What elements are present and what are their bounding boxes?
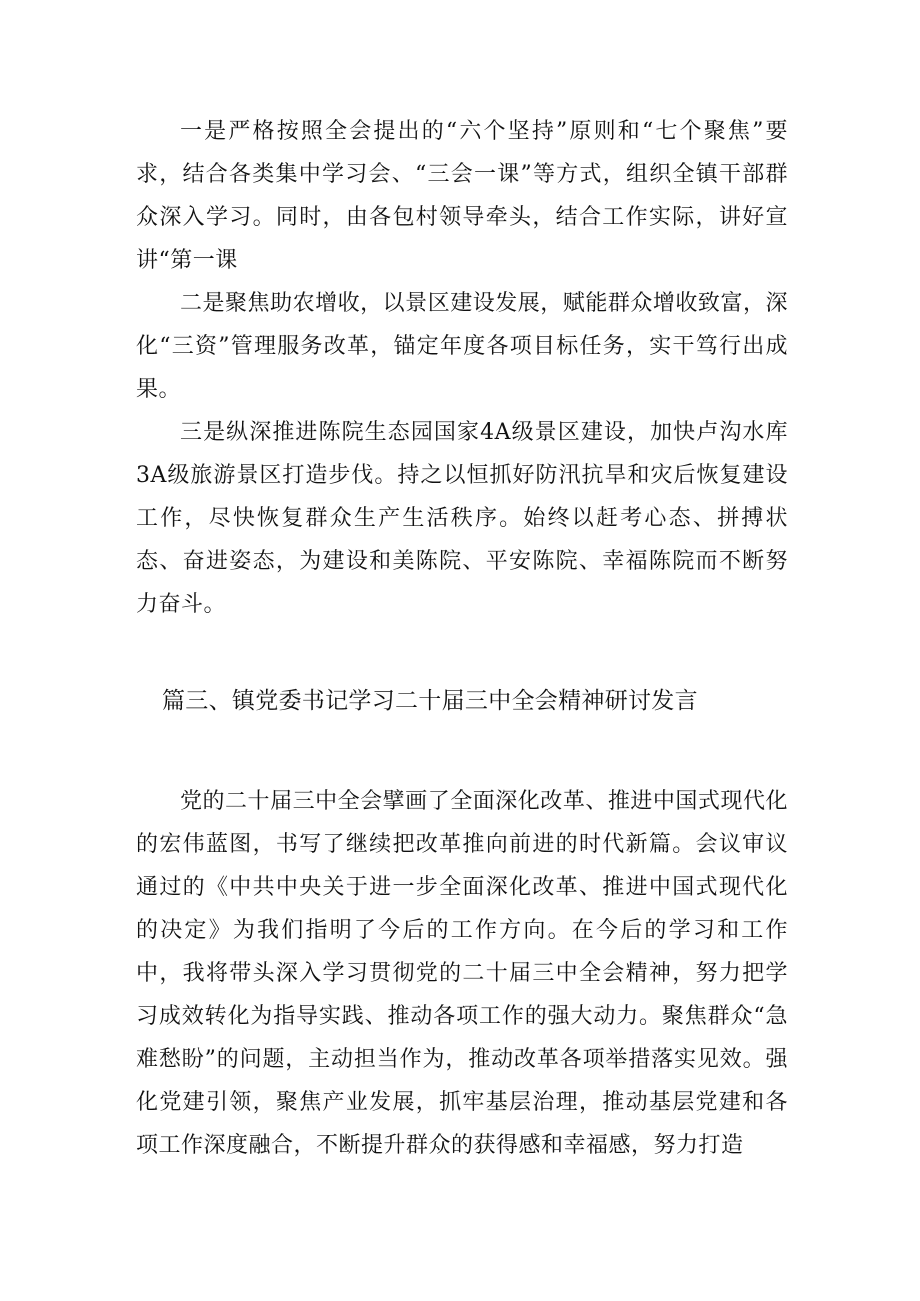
section-heading: 篇三、镇党委书记学习二十届三中全会精神研讨发言 — [162, 688, 698, 714]
paragraph-point-two: 二是聚焦助农增收，以景区建设发展，赋能群众增收致富，深化“三资”管理服务改革，锚定年度各项目标任务，实干笃行出成果。 — [136, 291, 788, 402]
paragraph-point-three: 三是纵深推进陈院生态园国家4A级景区建设，加快卢沟水库3A级旅游景区打造步伐。持之以恒抓好防汛抗旱和灾后恢复建设工作，尽快恢复群众生产生活秩序。始终以赶考心态、拼搏状态、奋进姿态，为建设和美陈院、平安陈院、幸福陈院而不断努力奋斗。 — [136, 420, 788, 617]
section-body-paragraph: 党的二十届三中全会擘画了全面深化改革、推进中国式现代化的宏伟蓝图，书写了继续把改革推向前进的时代新篇。会议审议通过的《中共中央关于进一步全面深化改革、推进中国式现代化的决定》为我们指明了今后的工作方向。在今后的学习和工作中，我将带头深入学习贯彻党的二十届三中全会精神，努力把学习成效转化为指导实践、推动各项工作的强大动力。聚焦群众“急难愁盼”的问题，主动担当作为，推动改革各项举措落实见效。强化党建引领，聚焦产业发展，抓牢基层治理，推动基层党建和各项工作深度融合，不断提升群众的获得感和幸福感，努力打造 — [136, 789, 788, 1158]
paragraph-point-one: 一是严格按照全会提出的“六个坚持”原则和“七个聚焦”要求，结合各类集中学习会、“三会一课”等方式，组织全镇干部群众深入学习。同时，由各包村领导牵头，结合工作实际，讲好宣讲“第一课 — [136, 119, 788, 273]
